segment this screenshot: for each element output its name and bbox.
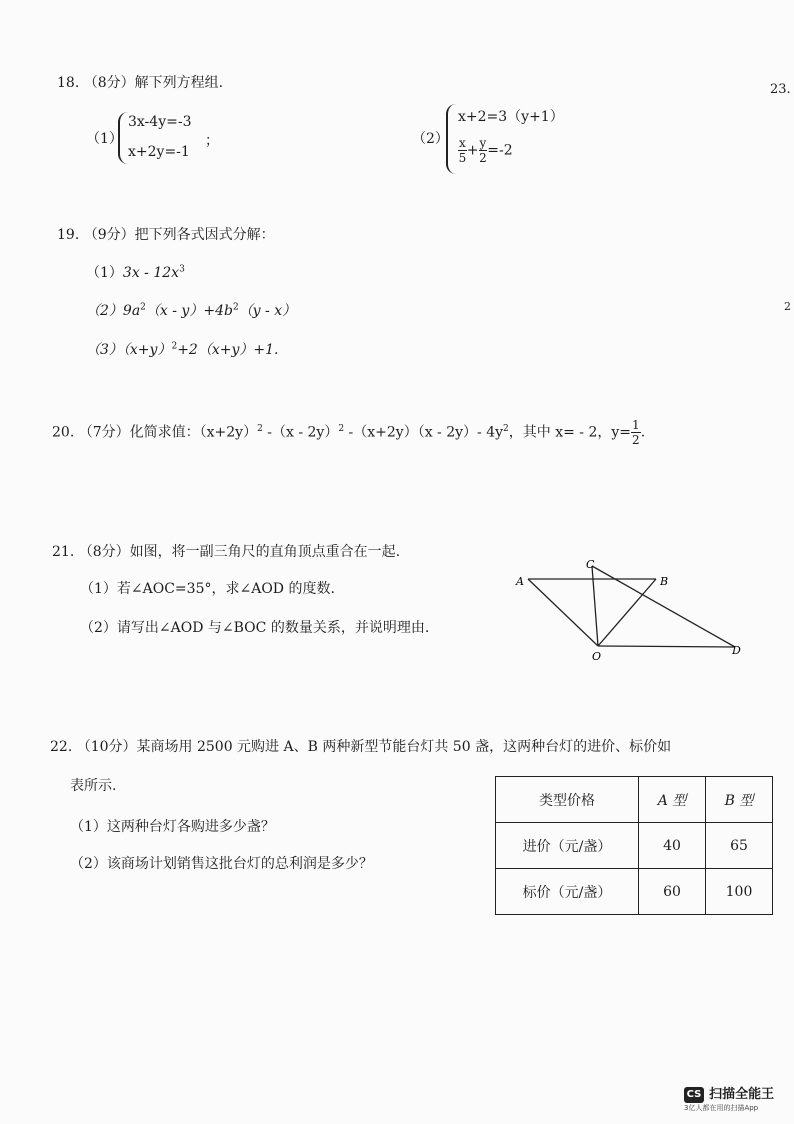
table-cell: 60	[639, 869, 706, 915]
table-header: B 型	[706, 777, 773, 823]
q22-line1: 22. （10分）某商场用 2500 元购进 A、B 两种新型节能台灯共 50 盏，这两种台灯的进价、标价如	[50, 739, 672, 755]
q22-part1: （1）这两种台灯各购进多少盏？	[70, 819, 275, 835]
q18-p1-eq2: x+2y=-1	[128, 144, 190, 160]
label-C: C	[586, 558, 595, 571]
label-A: A	[516, 575, 524, 588]
q18-title: 18. （8分）解下列方程组.	[57, 75, 224, 91]
q18-part1-label: （1）	[86, 131, 123, 147]
margin-q23: 23.	[770, 82, 791, 97]
q18-p2-eq2: $\frac{x}{5}$ + $\frac{y}{2}$ =-2	[458, 136, 513, 165]
table-cell: 标价（元/盏）	[496, 869, 639, 915]
table-cell: 40	[639, 823, 706, 869]
q22-part2: （2）该商场计划销售这批台灯的总利润是多少？	[70, 856, 373, 872]
table-row	[496, 869, 773, 915]
q18-brace-2	[446, 104, 456, 174]
label-B: B	[660, 575, 669, 588]
q21-title: 21. （8分）如图，将一副三角尺的直角顶点重合在一起.	[52, 544, 401, 560]
q21-part1: （1）若∠AOC=35°，求∠AOD 的度数.	[80, 581, 335, 597]
label-D: D	[732, 644, 741, 657]
q22-line2: 表所示.	[70, 778, 117, 794]
table-cell: 65	[706, 823, 773, 869]
table-row	[496, 823, 773, 869]
q18-p1-end: ；	[205, 133, 219, 149]
q18-p1-eq1: 3x-4y=-3	[128, 114, 192, 130]
scanner-watermark	[684, 1082, 774, 1103]
table-header: A 型	[639, 777, 706, 823]
q19-part3: $(3)(x+y)^2+2(x+y)+1$.	[86, 341, 279, 358]
label-O: O	[592, 650, 602, 663]
table-header: 类型价格	[496, 777, 639, 823]
camscanner-logo-icon: CS	[684, 1087, 704, 1103]
q19-part1: $(1)3x - 12x^3$	[86, 264, 185, 281]
q18-p2-eq1: x+2=3（y+1）	[458, 109, 564, 125]
q18-part2-label: （2）	[412, 131, 449, 147]
table-cell: 100	[706, 869, 773, 915]
table-header-row	[496, 777, 773, 823]
q19-part2: $(2)9a^2(x - y)+4b^2(y - x)$	[86, 302, 297, 319]
margin-two: 2	[784, 300, 791, 313]
q19-title: 19. （9分）把下列各式因式分解：	[57, 227, 275, 243]
q21-part2: （2）请写出∠AOD 与∠BOC 的数量关系，并说明理由.	[80, 620, 430, 636]
q18-brace-1	[118, 112, 128, 164]
brand-name: 扫描全能王	[709, 1087, 775, 1102]
q20-line: 20. （7分）化简求值：$(x+2y)^2$ -（x - 2y）$^2$ -（x+2y）（x - 2y）- $4y^2$，其中 x= - 2，y= $\frac{1}{2}$ .	[52, 418, 646, 447]
triangle-diagram	[510, 556, 750, 666]
brand-tagline: 3亿人都在用的扫描App	[684, 1104, 759, 1112]
price-table	[495, 776, 773, 915]
table-cell: 进价（元/盏）	[496, 823, 639, 869]
